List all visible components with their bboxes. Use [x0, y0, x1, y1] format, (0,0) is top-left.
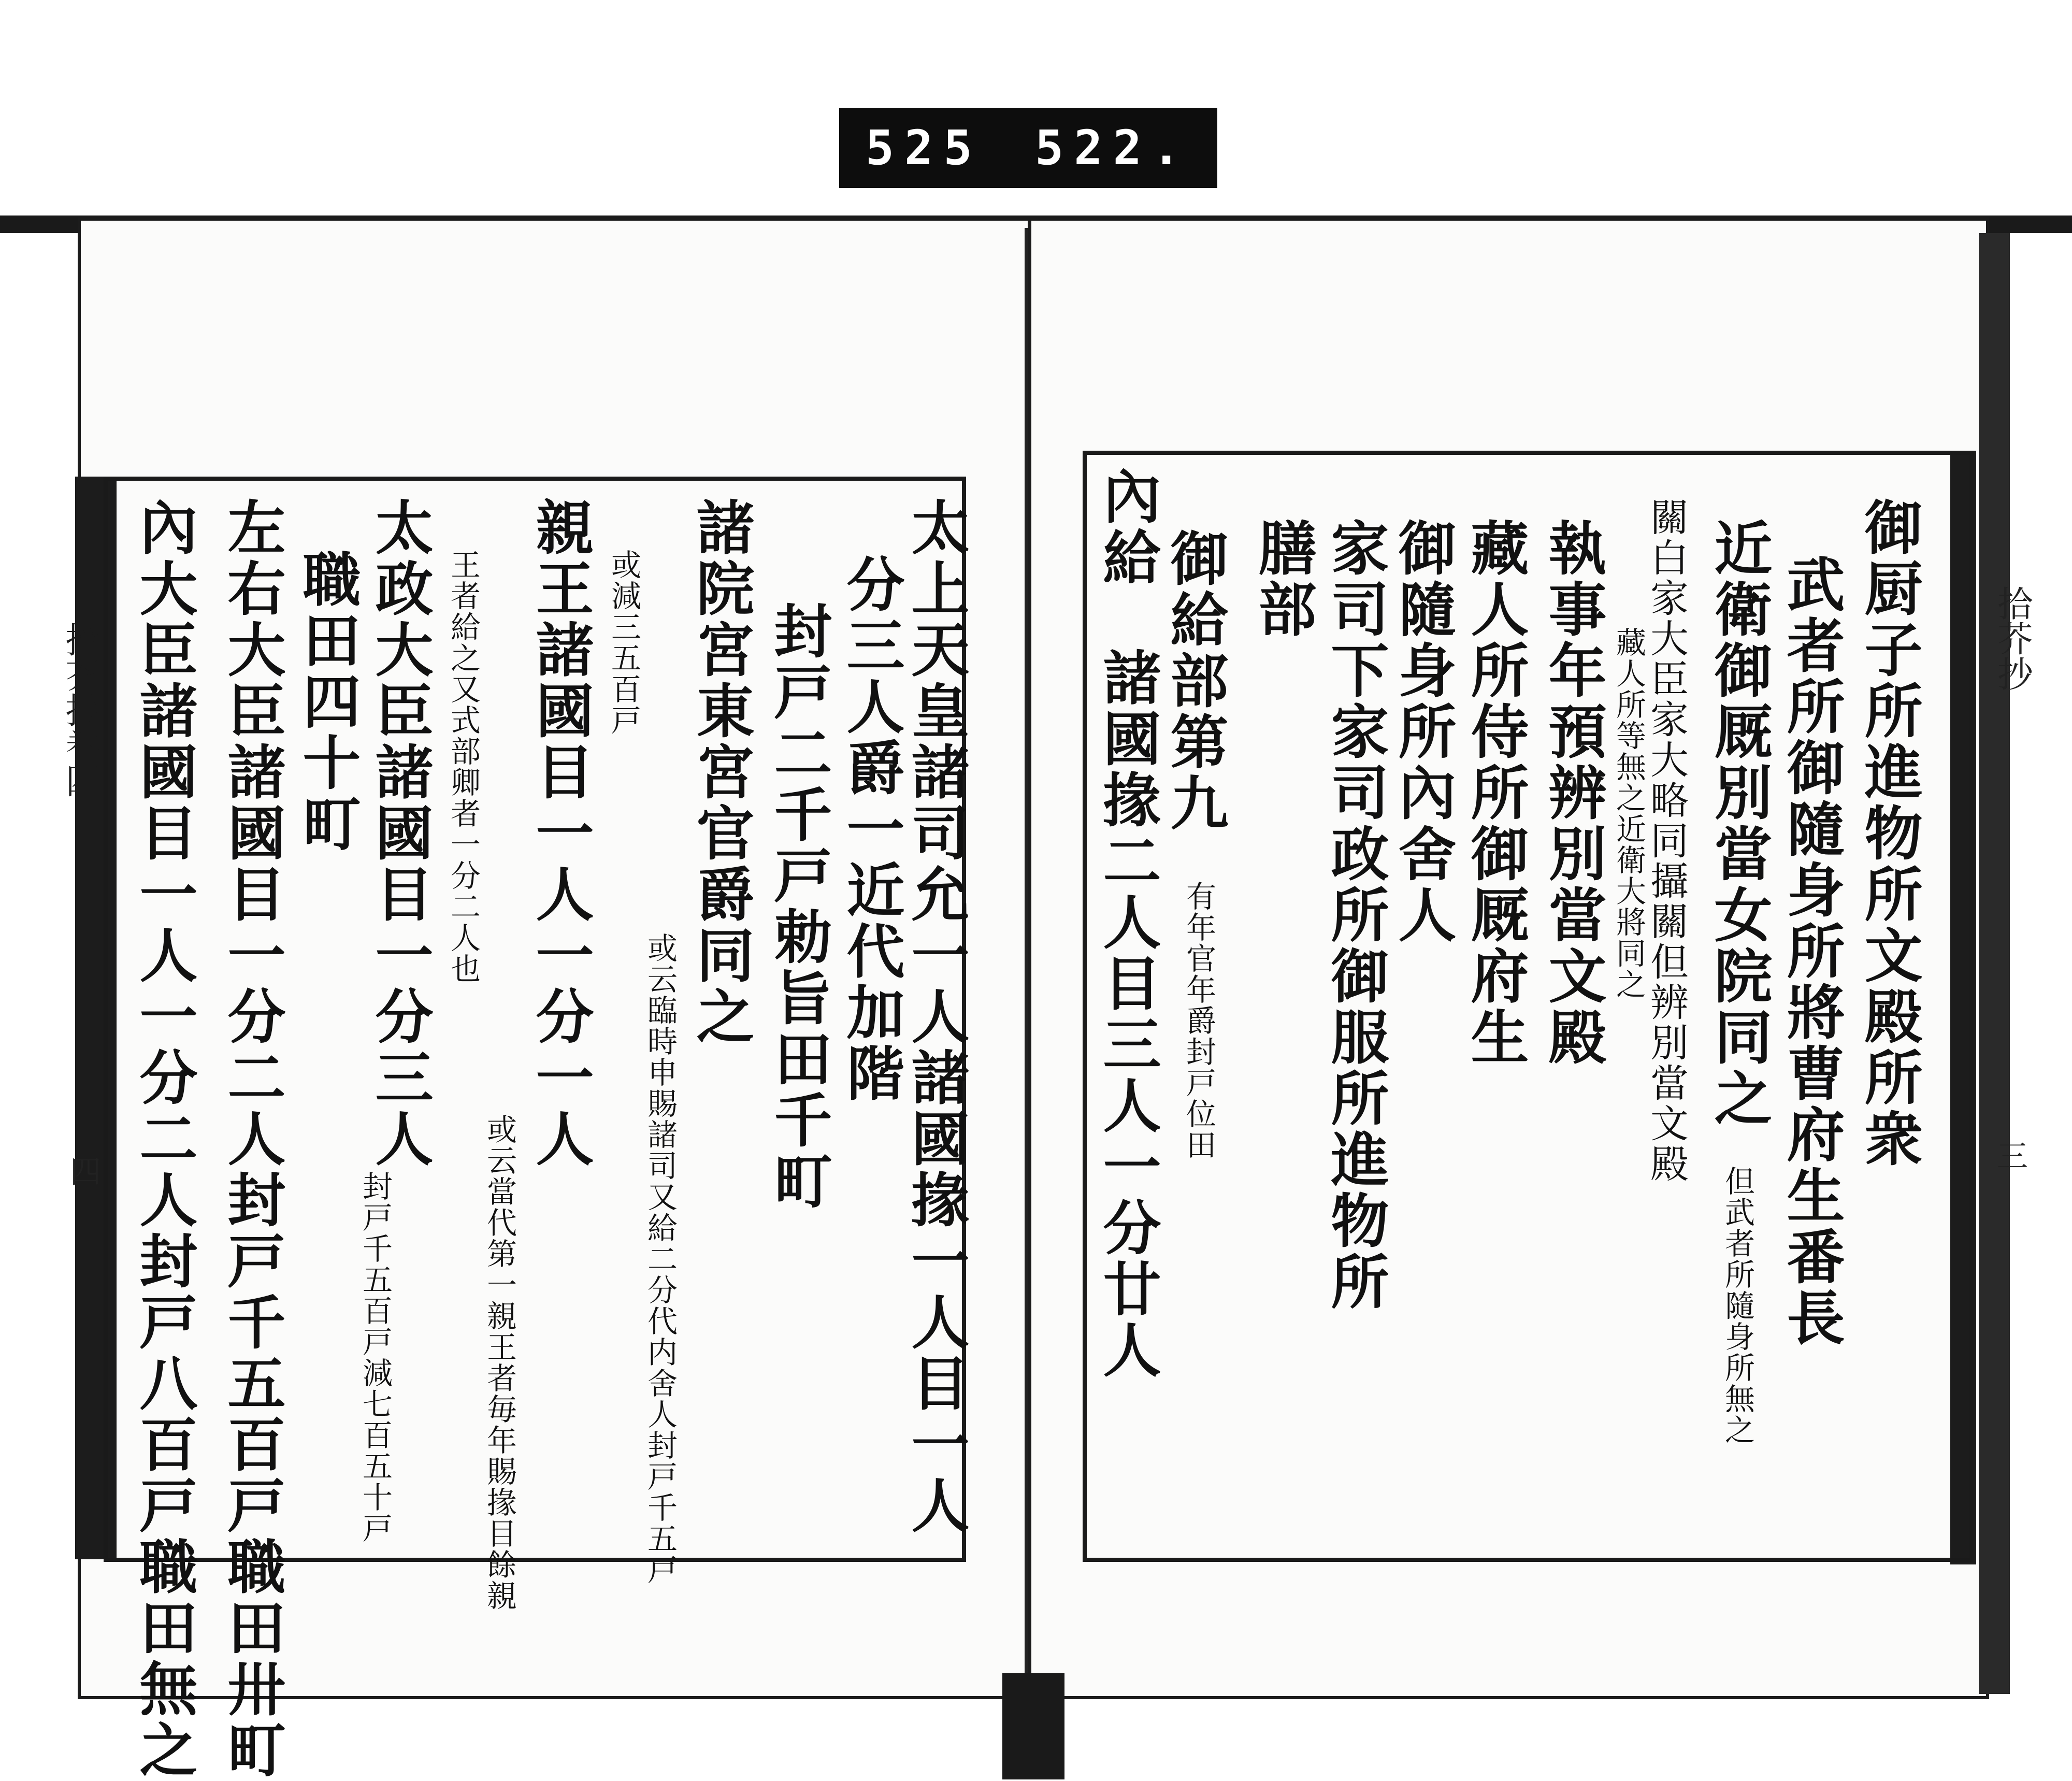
text-column: 王者給之又式部卿者一分二人也 — [445, 549, 481, 984]
text-column: 御厨子所進物所文殿所衆 — [1855, 497, 1923, 1170]
text-column: 諸國掾二人目三人一分廿人 — [1093, 648, 1161, 1381]
text-column: 藏人所侍所御厩府生 — [1461, 518, 1529, 1068]
text-column: 或減三五百戸 — [606, 549, 641, 736]
right-side-page-number: 三 — [1992, 1140, 2028, 1171]
text-column: 或云臨時申賜諸司又給二分代内舍人封戸千五戸 — [642, 932, 678, 1585]
left-side-title: 拾芥抄卷四 — [60, 622, 100, 798]
text-column: 分三人爵一近代加階 — [837, 554, 905, 1104]
tag-number-left: 525 — [865, 120, 983, 176]
text-column: 太政大臣諸國目一分三人 — [366, 497, 434, 1170]
text-column: 諸院宮東宮官爵同之 — [687, 497, 755, 1047]
text-column: 執事年預辨別當文殿 — [1539, 518, 1607, 1068]
text-column: 家司下家司政所御服所進物所 — [1321, 518, 1389, 1313]
text-column: 武者所御隨身所將曹府生番長 — [1777, 554, 1845, 1349]
text-column: 膳部 — [1249, 518, 1317, 640]
archive-number-tag — [839, 108, 1217, 188]
text-column: 近衛御厩別當女院同之 — [1705, 518, 1773, 1129]
text-column: 或云當代第一親王者毎年賜掾目餘親 — [482, 1114, 517, 1611]
left-side-page-number: 四 — [65, 1155, 101, 1186]
text-column: 御隨身所內舍人 — [1389, 518, 1457, 946]
text-column: 關白家大臣家大略同攝關但辨別當文殿 — [1644, 497, 1689, 1184]
right-side-title: 拾芥抄 — [1992, 585, 2033, 691]
text-column: 太上天皇諸司允一人諸國掾一人目一人 — [902, 497, 970, 1536]
text-column: 內大臣諸國目一人一分二人封戸八百戸職田無之 — [130, 497, 198, 1781]
text-column: 封戸二千戸勅旨田千町 — [765, 601, 832, 1212]
text-column: 親王諸國目一人一分一人 — [526, 497, 594, 1170]
text-column: 但武者所隨身所無之 — [1720, 1166, 1755, 1445]
text-column: 藏人所等無之近衛大將同之 — [1611, 627, 1646, 1000]
book-spine-base — [1002, 1673, 1064, 1779]
text-column: 職田四十町 — [293, 549, 361, 855]
text-column: 封戸千五百戸減七百五十戸 — [357, 1171, 393, 1544]
book-page-edges — [1979, 233, 2010, 1694]
text-column: 內給 — [1093, 466, 1161, 588]
text-column: 有年官年爵封戸位田 — [1181, 881, 1216, 1160]
tag-number-right: 522. — [1034, 120, 1191, 176]
text-column: 御給部第九 — [1161, 528, 1229, 834]
text-column: 左右大臣諸國目一分二人封戸千五百戸職田卅町 — [218, 497, 286, 1781]
book-spine-line — [1025, 228, 1028, 1673]
